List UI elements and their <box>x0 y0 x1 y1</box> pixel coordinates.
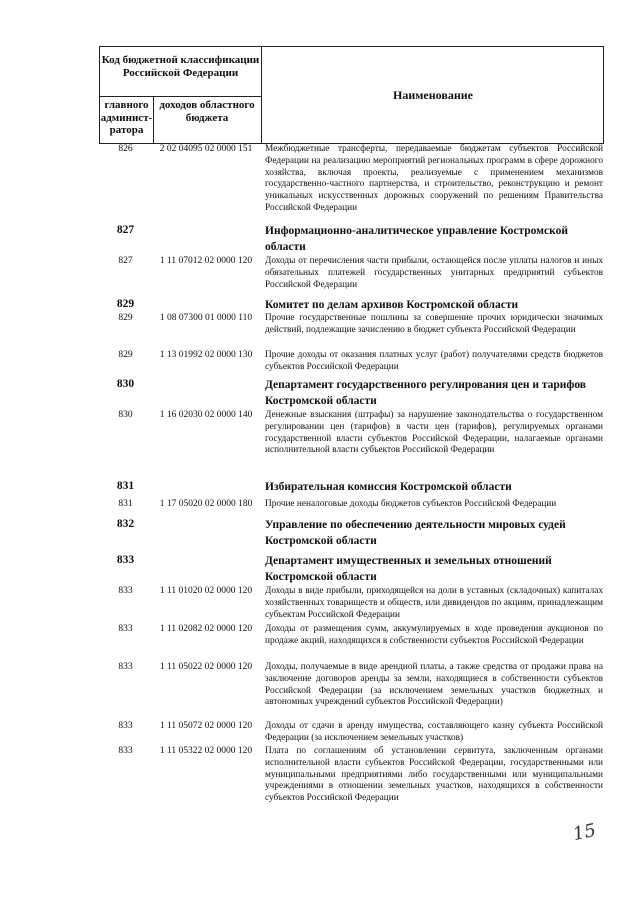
admin-code: 829 <box>118 313 133 323</box>
admin-code: 827 <box>116 224 135 236</box>
revenue-code: 1 11 02082 02 0000 120 <box>159 624 253 634</box>
revenue-code: 1 11 01020 02 0000 120 <box>159 586 253 596</box>
revenue-code: 1 11 05072 02 0000 120 <box>159 721 253 731</box>
admin-code: 826 <box>118 144 133 154</box>
admin-code: 829 <box>118 350 133 360</box>
department-name: Избирательная комиссия Костромской области <box>265 481 512 493</box>
admin-code: 833 <box>118 624 133 634</box>
item-description: Прочие неналоговые доходы бюджетов субъектов Российской Федерации <box>265 499 557 509</box>
header-name-column: Наименование <box>393 88 473 102</box>
page-number: 15 <box>571 819 598 846</box>
table-header <box>99 46 604 144</box>
revenue-code: 2 02 04095 02 0000 151 <box>159 144 253 154</box>
admin-code: 831 <box>116 480 135 492</box>
revenue-code: 1 13 01992 02 0000 130 <box>159 350 253 360</box>
item-description: Доходы от сдачи в аренду имущества, составляющего казну субъекта Российской Федерации (за исключением земельных участков) <box>265 721 603 743</box>
item-description: Доходы в виде прибыли, приходящейся на доли в уставных (складочных) капиталах хозяйственных товариществ и обществ, или дивидендов по акциям, принадлежащим субъектам Российской Федерации <box>265 586 603 620</box>
department-name: Информационно-аналитическое управление Костромской области <box>265 225 568 253</box>
revenue-code: 1 08 07300 01 0000 110 <box>159 313 253 323</box>
department-name: Департамент государственного регулирования цен и тарифов Костромской области <box>265 379 587 407</box>
admin-code: 830 <box>118 410 133 420</box>
item-description: Доходы от перечисления части прибыли, остающейся после уплаты налогов и иных обязательных платежей государственных унитарных предприятий субъектов Российской Федерации <box>265 256 603 290</box>
header-revenue-column: доходов областного бюджета <box>159 99 255 124</box>
admin-code: 833 <box>118 586 133 596</box>
admin-code: 833 <box>118 662 133 672</box>
revenue-code: 1 11 05322 02 0000 120 <box>159 746 253 756</box>
header-code-title: Код бюджетной классификации Российской Федерации <box>101 54 260 79</box>
admin-code: 833 <box>116 554 135 566</box>
admin-code: 831 <box>118 499 133 509</box>
admin-code: 832 <box>116 518 135 530</box>
item-description: Денежные взыскания (штрафы) за нарушение законодательства о государственном регулировании цен (тарифов) в части цен (тарифов), регулируемых органами государственной власти субъектов Российской Федерации, налагаемые органами исполнительной власти субъектов Российской Федерации <box>265 410 603 456</box>
item-description: Прочие доходы от оказания платных услуг (работ) получателями средств бюджетов субъектов Российской Федерации <box>265 350 603 372</box>
revenue-code: 1 11 07012 02 0000 120 <box>159 256 253 266</box>
item-description: Плата по соглашениям об установлении сервитута, заключенным органами исполнительной власти субъектов Российской Федерации, государственными или муниципальными предприятиями либо государственными или муниципальными учреждениями в отношении земельных участков, находящихся в собственности субъектов Российской Федерации <box>265 746 603 804</box>
item-description: Доходы от размещения сумм, аккумулируемых в ходе проведения аукционов по продаже акций, находящихся в собственности субъектов Российской Федерации <box>265 624 603 646</box>
department-name: Управление по обеспечению деятельности мировых судей Костромской области <box>265 519 566 547</box>
department-name: Комитет по делам архивов Костромской области <box>265 299 519 311</box>
admin-code: 829 <box>116 298 135 310</box>
revenue-code: 1 17 05020 02 0000 180 <box>159 499 253 509</box>
header-admin-column: главного админист-ратора <box>100 99 153 136</box>
department-name: Департамент имущественных и земельных отношений Костромской области <box>265 555 552 583</box>
admin-code: 827 <box>118 256 133 266</box>
item-description: Прочие государственные пошлины за совершение прочих юридически значимых действий, подлежащие зачислению в бюджет субъекта Российской Федерации <box>265 313 603 335</box>
item-description: Доходы, получаемые в виде арендной платы, а также средства от продажи права на заключение договоров аренды за земли, находящиеся в собственности субъектов Российской Федерации (за исключением земельных участков бюджетных и автономных учреждений субъектов Российской Федерации) <box>265 662 603 708</box>
admin-code: 830 <box>116 378 135 390</box>
admin-code: 833 <box>118 721 133 731</box>
item-description: Межбюджетные трансферты, передаваемые бюджетам субъектов Российской Федерации на реализацию мероприятий региональных программ в сфере дорожного хозяйства, включая проекты, реализуемые с применением механизмов государственно-частного партнерства, и строительство, реконструкцию и ремонт уникальных искусственных дорожных сооружений по решениям Правительства Российской Федерации <box>265 144 603 213</box>
revenue-code: 1 16 02030 02 0000 140 <box>159 410 253 420</box>
admin-code: 833 <box>118 746 133 756</box>
revenue-code: 1 11 05022 02 0000 120 <box>159 662 253 672</box>
header-divider <box>100 96 261 97</box>
